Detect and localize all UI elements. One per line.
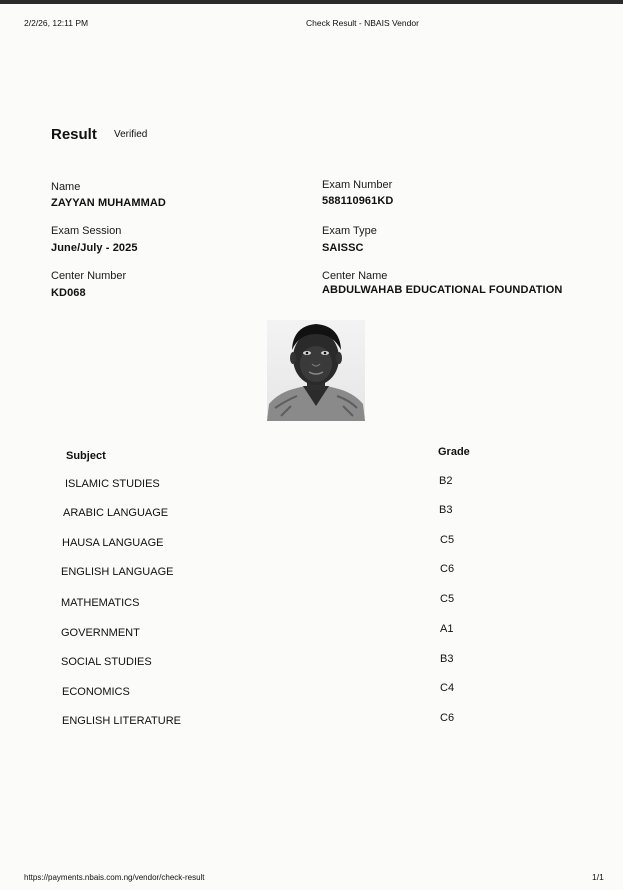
subject-cell: ECONOMICS [62,686,130,698]
exam-session-value: June/July - 2025 [51,242,138,254]
subject-cell: GOVERNMENT [61,627,140,639]
grade-cell: C6 [440,712,455,724]
exam-type-label: Exam Type [322,225,377,237]
candidate-name: ZAYYAN MUHAMMAD [51,197,166,209]
name-label: Name [51,181,81,193]
subject-cell: ENGLISH LANGUAGE [61,566,174,578]
grade-cell: C4 [440,682,455,694]
page-top-edge [0,0,623,4]
exam-session-label: Exam Session [51,225,122,237]
exam-number-label: Exam Number [322,179,393,191]
subject-cell: ENGLISH LITERATURE [62,715,181,727]
grade-cell: C5 [440,593,455,605]
center-name-label: Center Name [322,270,388,282]
exam-number-value: 588110961KD [322,195,394,207]
center-name-value: ABDULWAHAB EDUCATIONAL FOUNDATION [322,284,563,296]
grade-cell: B3 [440,653,454,665]
grade-cell: C6 [440,563,455,575]
grade-column-header: Grade [438,446,470,458]
subject-cell: ARABIC LANGUAGE [63,507,169,519]
center-number-label: Center Number [51,270,127,282]
subject-column-header: Subject [66,450,106,462]
print-page-title: Check Result - NBAIS Vendor [306,18,419,28]
print-url: https://payments.nbais.com.ng/vendor/check-result [24,873,205,882]
subject-cell: MATHEMATICS [61,597,140,609]
print-page-number: 1/1 [592,872,604,882]
result-title: Result [51,126,97,143]
subject-cell: ISLAMIC STUDIES [65,478,160,490]
grade-cell: B3 [439,504,453,516]
candidate-photo [267,320,365,421]
grade-cell: A1 [440,623,454,635]
subject-cell: HAUSA LANGUAGE [62,537,164,549]
exam-type-value: SAISSC [322,242,364,254]
grade-cell: C5 [440,534,455,546]
subject-cell: SOCIAL STUDIES [61,656,152,668]
print-datetime: 2/2/26, 12:11 PM [24,18,89,28]
grade-cell: B2 [439,475,453,487]
verified-status: Verified [114,129,148,140]
center-number-value: KD068 [51,287,86,299]
